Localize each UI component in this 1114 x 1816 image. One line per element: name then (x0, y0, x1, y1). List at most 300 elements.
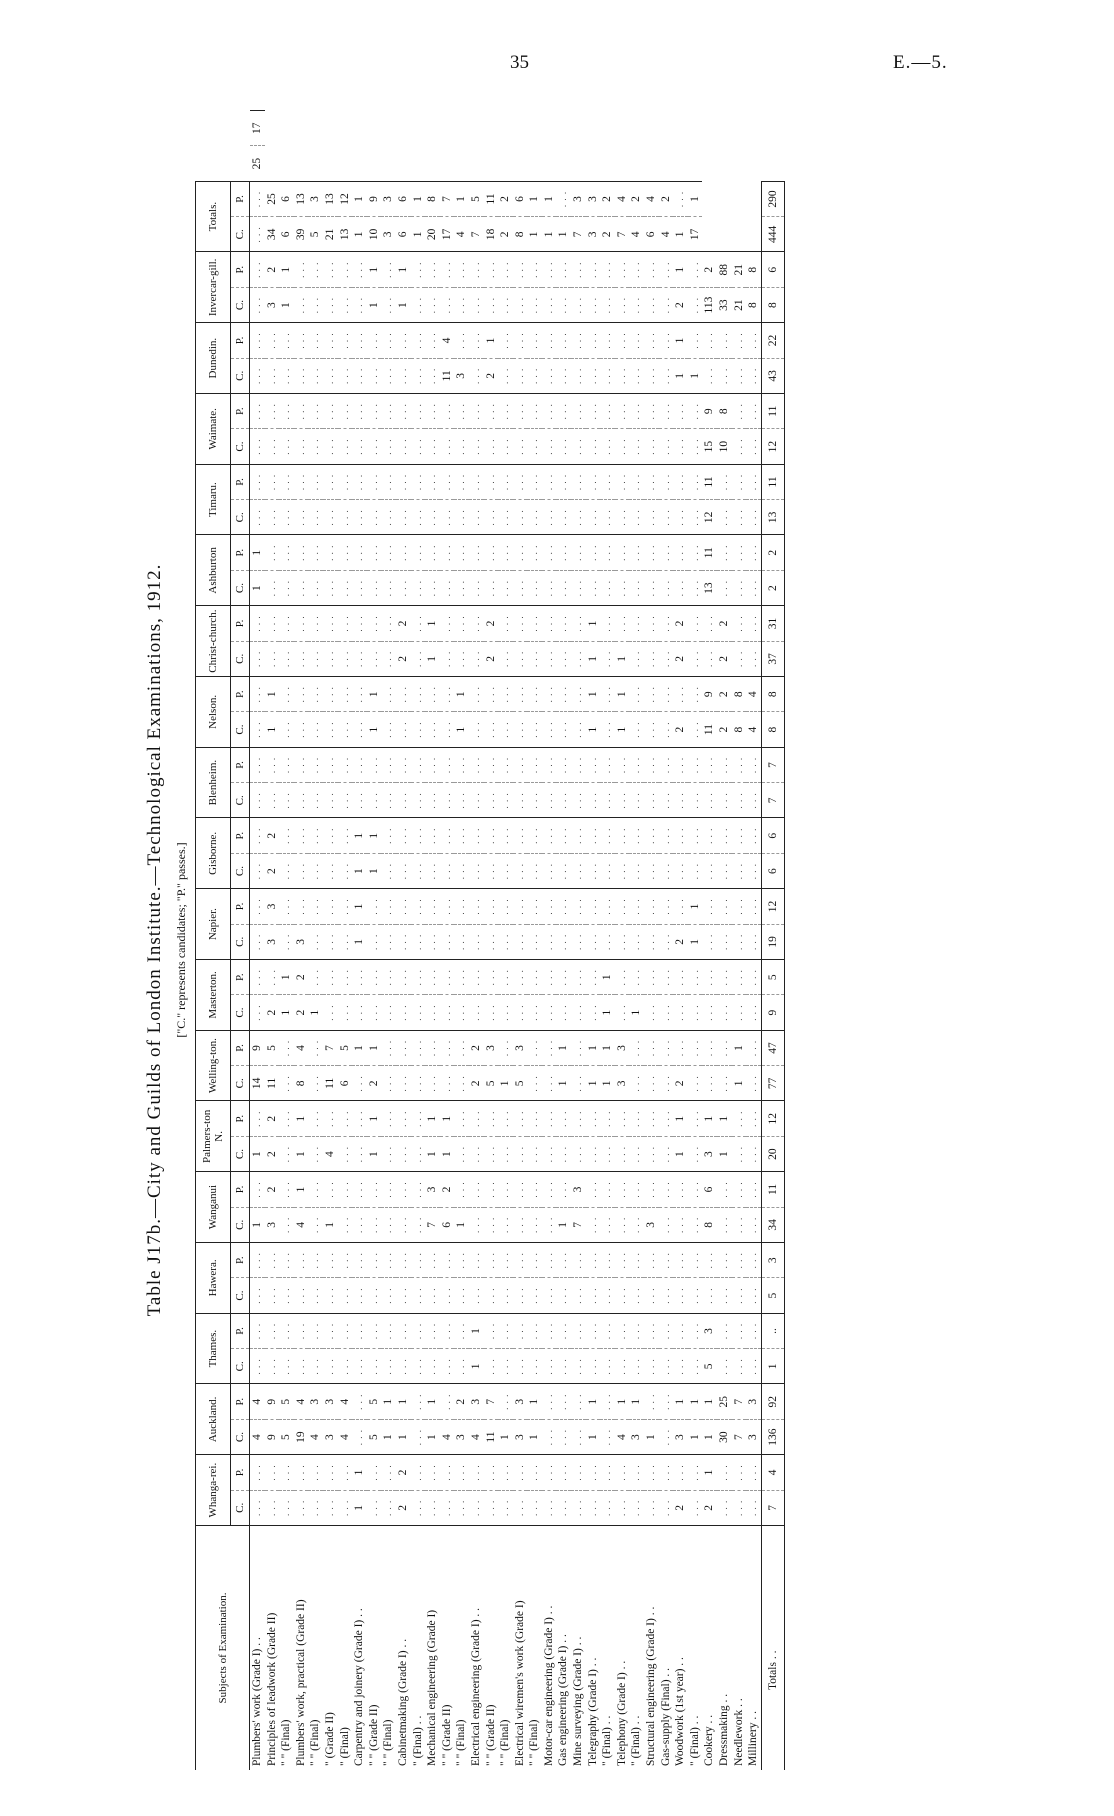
passes-cell (323, 1243, 338, 1278)
candidates-cell (527, 641, 542, 676)
candidates-cell (323, 570, 338, 605)
passes-cell (542, 1030, 557, 1065)
passes-cell (688, 394, 703, 429)
candidates-cell (600, 641, 615, 676)
passes-cell: 6 (702, 1172, 717, 1207)
candidates-cell (440, 1066, 455, 1101)
subject-cell: Telephony (Grade I) . . (615, 1526, 630, 1771)
passes-cell: 1 (702, 1101, 717, 1136)
candidates-cell (411, 1066, 426, 1101)
passes-cell (265, 323, 280, 358)
passes-cell (527, 252, 542, 287)
candidates-cell (702, 1278, 717, 1313)
candidates-cell (732, 641, 747, 676)
passes-cell: 1 (381, 1384, 396, 1419)
candidates-cell (542, 1136, 557, 1171)
table-row (265, 111, 280, 1771)
candidates-cell (279, 358, 294, 393)
passes-cell (644, 1101, 659, 1136)
passes-header: P. (231, 1030, 250, 1065)
candidates-cell (352, 1419, 367, 1454)
passes-cell (644, 889, 659, 924)
passes-cell (396, 1030, 411, 1065)
candidates-cell: 11 (265, 1066, 280, 1101)
candidates-cell (600, 924, 615, 959)
passes-cell (629, 464, 644, 499)
passes-cell (600, 252, 615, 287)
candidates-cell (556, 712, 571, 747)
passes-cell (615, 1101, 630, 1136)
passes-cell (732, 394, 747, 429)
passes-cell (469, 323, 484, 358)
candidates-cell (265, 429, 280, 464)
passes-cell (484, 394, 499, 429)
candidates-cell (425, 853, 440, 888)
candidates-cell (294, 853, 309, 888)
passes-cell: 2 (673, 606, 688, 641)
candidates-cell (454, 429, 469, 464)
candidates-cell (659, 924, 674, 959)
passes-cell (586, 464, 601, 499)
candidates-cell: 1 (673, 217, 688, 252)
candidates-cell (542, 1066, 557, 1101)
passes-cell (746, 1030, 761, 1065)
passes-cell: 2 (265, 252, 280, 287)
candidates-cell (615, 853, 630, 888)
passes-cell: 3 (571, 181, 586, 216)
candidates-cell (308, 287, 323, 322)
passes-header: P. (231, 960, 250, 995)
total-cell: 22 (761, 323, 784, 358)
passes-cell (717, 535, 732, 570)
passes-cell: 1 (600, 960, 615, 995)
candidates-cell (367, 500, 382, 535)
passes-cell: 21 (732, 252, 747, 287)
total-cell: 43 (761, 358, 784, 393)
passes-cell (556, 252, 571, 287)
passes-cell (571, 1243, 586, 1278)
passes-cell: 88 (717, 252, 732, 287)
candidates-cell: 11 (323, 1066, 338, 1101)
total-cell: 136 (761, 1419, 784, 1454)
passes-cell (673, 1243, 688, 1278)
candidates-cell (338, 924, 353, 959)
passes-cell (367, 1455, 382, 1490)
passes-cell (498, 323, 513, 358)
candidates-cell (484, 500, 499, 535)
passes-cell (381, 252, 396, 287)
passes-cell (323, 323, 338, 358)
passes-cell (746, 535, 761, 570)
candidates-cell (265, 1349, 280, 1384)
candidates-cell (556, 641, 571, 676)
candidates-cell (600, 287, 615, 322)
candidates-cell (513, 500, 528, 535)
candidates-cell (381, 287, 396, 322)
passes-cell: 1 (294, 1172, 309, 1207)
passes-cell (338, 464, 353, 499)
passes-cell (338, 1101, 353, 1136)
candidates-cell (542, 853, 557, 888)
candidates-cell (279, 783, 294, 818)
passes-cell (367, 323, 382, 358)
passes-cell (484, 1313, 499, 1348)
candidates-cell (454, 1066, 469, 1101)
candidates-cell (381, 1490, 396, 1525)
candidates-cell: 1 (688, 358, 703, 393)
passes-cell (381, 323, 396, 358)
passes-cell (396, 889, 411, 924)
passes-cell (746, 1313, 761, 1348)
candidates-cell: 4 (250, 1419, 265, 1454)
table-row (338, 111, 353, 1771)
candidates-cell (294, 287, 309, 322)
candidates-cell (381, 1278, 396, 1313)
passes-cell: 4 (250, 1384, 265, 1419)
candidates-cell (265, 358, 280, 393)
candidates-cell: 13 (702, 570, 717, 605)
candidates-cell (484, 924, 499, 959)
passes-cell: 5 (279, 1384, 294, 1419)
candidates-cell: 1 (352, 853, 367, 888)
candidates-cell (338, 358, 353, 393)
passes-cell (688, 818, 703, 853)
total-cell: 8 (761, 287, 784, 322)
passes-cell: 3 (425, 1172, 440, 1207)
candidates-cell (279, 1136, 294, 1171)
total-cell: 8 (761, 677, 784, 712)
candidates-cell (688, 429, 703, 464)
candidates-cell (571, 783, 586, 818)
passes-cell (265, 464, 280, 499)
candidates-cell (746, 995, 761, 1030)
passes-cell (556, 181, 571, 216)
candidates-cell (717, 570, 732, 605)
passes-cell (513, 464, 528, 499)
total-cell: 47 (761, 1030, 784, 1065)
passes-cell (265, 1313, 280, 1348)
candidates-cell (265, 570, 280, 605)
candidates-cell (381, 1066, 396, 1101)
passes-cell (396, 535, 411, 570)
subject-cell: Structural engineering (Grade I) . . (644, 1526, 659, 1771)
passes-cell (308, 677, 323, 712)
candidates-cell (673, 1349, 688, 1384)
candidates-cell: 3 (265, 287, 280, 322)
candidates-cell: 2 (673, 924, 688, 959)
passes-cell (425, 535, 440, 570)
candidates-cell (600, 1490, 615, 1525)
passes-cell (615, 1172, 630, 1207)
table-row (629, 111, 644, 1771)
candidates-cell (746, 1278, 761, 1313)
total-cell: 4 (761, 1455, 784, 1490)
passes-cell (688, 1030, 703, 1065)
candidates-cell (454, 500, 469, 535)
candidates-cell (367, 429, 382, 464)
candidates-cell: 1 (250, 1207, 265, 1242)
passes-cell (644, 323, 659, 358)
candidates-cell (644, 853, 659, 888)
candidates-cell (469, 287, 484, 322)
passes-cell (279, 1313, 294, 1348)
candidates-cell (308, 358, 323, 393)
candidates-cell (498, 429, 513, 464)
candidates-cell: 3 (702, 1136, 717, 1171)
candidates-cell (308, 500, 323, 535)
candidates-cell: 4 (629, 217, 644, 252)
passes-cell (688, 1101, 703, 1136)
candidates-cell (556, 570, 571, 605)
candidates-cell (265, 641, 280, 676)
passes-cell (717, 960, 732, 995)
candidates-cell (484, 1207, 499, 1242)
passes-cell (556, 747, 571, 782)
candidates-cell (732, 570, 747, 605)
passes-cell: 1 (600, 1030, 615, 1065)
passes-cell (513, 323, 528, 358)
candidates-cell: 3 (294, 924, 309, 959)
candidates-cell (381, 1207, 396, 1242)
total-cell: 7 (761, 1490, 784, 1525)
passes-cell (265, 1455, 280, 1490)
candidates-cell (659, 1136, 674, 1171)
passes-cell (323, 535, 338, 570)
candidates-cell (586, 358, 601, 393)
passes-cell (425, 747, 440, 782)
candidates-cell (396, 783, 411, 818)
candidates-cell (294, 783, 309, 818)
total-cell: 34 (761, 1207, 784, 1242)
candidates-cell: 4 (615, 1419, 630, 1454)
candidates-cell (732, 924, 747, 959)
passes-cell (586, 252, 601, 287)
candidates-cell (513, 853, 528, 888)
candidates-cell (469, 1490, 484, 1525)
candidates-cell (556, 783, 571, 818)
passes-cell (688, 1313, 703, 1348)
passes-cell (717, 1313, 732, 1348)
candidates-cell (279, 1207, 294, 1242)
passes-cell (527, 1243, 542, 1278)
candidates-cell (294, 712, 309, 747)
passes-cell (308, 818, 323, 853)
candidates-cell (746, 783, 761, 818)
candidates-cell (644, 500, 659, 535)
candidates-cell (498, 358, 513, 393)
passes-cell (279, 747, 294, 782)
candidates-cell (454, 1136, 469, 1171)
passes-cell (498, 394, 513, 429)
passes-cell: 2 (702, 252, 717, 287)
passes-cell (440, 1384, 455, 1419)
passes-cell (484, 252, 499, 287)
candidates-cell (542, 995, 557, 1030)
passes-cell (294, 747, 309, 782)
passes-cell: 1 (673, 252, 688, 287)
candidates-cell: 4 (454, 217, 469, 252)
table-row (556, 111, 571, 1771)
table-row (381, 111, 396, 1771)
candidates-cell: 2 (265, 853, 280, 888)
passes-cell (411, 606, 426, 641)
passes-cell (396, 1172, 411, 1207)
candidates-cell (265, 1278, 280, 1313)
passes-cell (352, 1384, 367, 1419)
candidates-cell (250, 429, 265, 464)
passes-cell (659, 818, 674, 853)
passes-cell (644, 606, 659, 641)
passes-cell (381, 747, 396, 782)
passes-cell (279, 1455, 294, 1490)
candidates-cell (454, 287, 469, 322)
passes-cell: 13 (323, 181, 338, 216)
passes-cell: 2 (469, 1030, 484, 1065)
passes-cell (367, 535, 382, 570)
town-header: Invercar-gill. (196, 252, 231, 323)
subject-cell: Plumbers' work, practical (Grade II) (294, 1526, 309, 1771)
passes-cell (352, 1243, 367, 1278)
passes-cell: 2 (440, 1172, 455, 1207)
passes-cell (425, 323, 440, 358)
passes-cell (323, 747, 338, 782)
passes-cell: 3 (265, 889, 280, 924)
candidates-cell: 39 (294, 217, 309, 252)
passes-cell: 7 (484, 1384, 499, 1419)
candidates-cell: 1 (615, 641, 630, 676)
passes-cell: 2 (600, 181, 615, 216)
candidates-cell: 1 (688, 924, 703, 959)
passes-cell (586, 1243, 601, 1278)
candidates-cell (352, 783, 367, 818)
passes-cell (571, 747, 586, 782)
passes-cell (469, 606, 484, 641)
passes-cell (732, 818, 747, 853)
candidates-cell: 8 (732, 712, 747, 747)
passes-cell (542, 1384, 557, 1419)
table-row (688, 111, 703, 1771)
candidates-cell (440, 287, 455, 322)
rotated-table-region (140, 110, 940, 1770)
passes-cell (352, 323, 367, 358)
candidates-cell (629, 1136, 644, 1171)
candidates-cell (279, 853, 294, 888)
passes-cell (425, 818, 440, 853)
candidates-cell: 12 (702, 500, 717, 535)
passes-cell (746, 889, 761, 924)
candidates-cell (338, 783, 353, 818)
candidates-cell (469, 358, 484, 393)
passes-cell: 9 (250, 1030, 265, 1065)
passes-cell (498, 1313, 513, 1348)
passes-cell: 2 (265, 818, 280, 853)
candidates-cell (250, 1490, 265, 1525)
candidates-cell: 7 (469, 217, 484, 252)
passes-cell (469, 818, 484, 853)
passes-cell (629, 535, 644, 570)
candidates-cell (367, 358, 382, 393)
subject-cell: " (Final) . . (600, 1526, 615, 1771)
candidates-cell (732, 1490, 747, 1525)
passes-cell (746, 960, 761, 995)
subject-cell: Mechanical engineering (Grade I) (425, 1526, 440, 1771)
candidates-cell: 1 (411, 217, 426, 252)
candidates-cell: 3 (323, 1419, 338, 1454)
passes-cell (308, 1172, 323, 1207)
candidates-cell (294, 500, 309, 535)
candidates-cell (615, 1278, 630, 1313)
candidates-cell: 21 (732, 287, 747, 322)
candidates-cell (411, 783, 426, 818)
passes-cell (542, 1313, 557, 1348)
passes-cell (381, 1243, 396, 1278)
candidates-cell (688, 1207, 703, 1242)
candidates-cell (688, 1349, 703, 1384)
candidates-cell: 4 (323, 1136, 338, 1171)
candidates-cell (396, 1349, 411, 1384)
passes-cell (425, 1455, 440, 1490)
candidates-cell (702, 358, 717, 393)
passes-cell (396, 1101, 411, 1136)
passes-cell (396, 677, 411, 712)
candidates-cell (659, 1278, 674, 1313)
candidates-cell (732, 500, 747, 535)
candidates-cell: 1 (454, 1207, 469, 1242)
candidates-cell (702, 641, 717, 676)
candidates-cell (629, 570, 644, 605)
passes-cell (279, 677, 294, 712)
cp-header-row (231, 111, 250, 1771)
candidates-cell (338, 1136, 353, 1171)
passes-cell (440, 818, 455, 853)
candidates-cell (556, 358, 571, 393)
candidates-cell (556, 995, 571, 1030)
candidates-cell (484, 570, 499, 605)
candidates-cell (498, 1349, 513, 1384)
candidates-cell (571, 358, 586, 393)
town-header: Waimate. (196, 394, 231, 465)
passes-cell (527, 535, 542, 570)
candidates-cell (381, 358, 396, 393)
candidates-cell (308, 712, 323, 747)
table-row (323, 111, 338, 1771)
candidates-cell (659, 429, 674, 464)
candidates-cell (338, 995, 353, 1030)
passes-cell (673, 535, 688, 570)
candidates-cell (396, 712, 411, 747)
passes-cell (629, 1172, 644, 1207)
passes-cell (659, 1101, 674, 1136)
passes-cell (673, 1313, 688, 1348)
candidates-cell (571, 1136, 586, 1171)
passes-cell (294, 323, 309, 358)
passes-cell (469, 1243, 484, 1278)
total-cell: 6 (761, 818, 784, 853)
town-header: Christ-church. (196, 606, 231, 677)
passes-cell (527, 1313, 542, 1348)
candidates-header: C. (231, 1490, 250, 1525)
candidates-cell: 5 (702, 1349, 717, 1384)
candidates-cell (527, 924, 542, 959)
total-cell: 6 (761, 252, 784, 287)
passes-cell (469, 960, 484, 995)
passes-cell (381, 1101, 396, 1136)
passes-header: P. (231, 818, 250, 853)
candidates-cell (411, 500, 426, 535)
table-row (615, 111, 630, 1771)
candidates-cell (454, 641, 469, 676)
candidates-cell (250, 924, 265, 959)
